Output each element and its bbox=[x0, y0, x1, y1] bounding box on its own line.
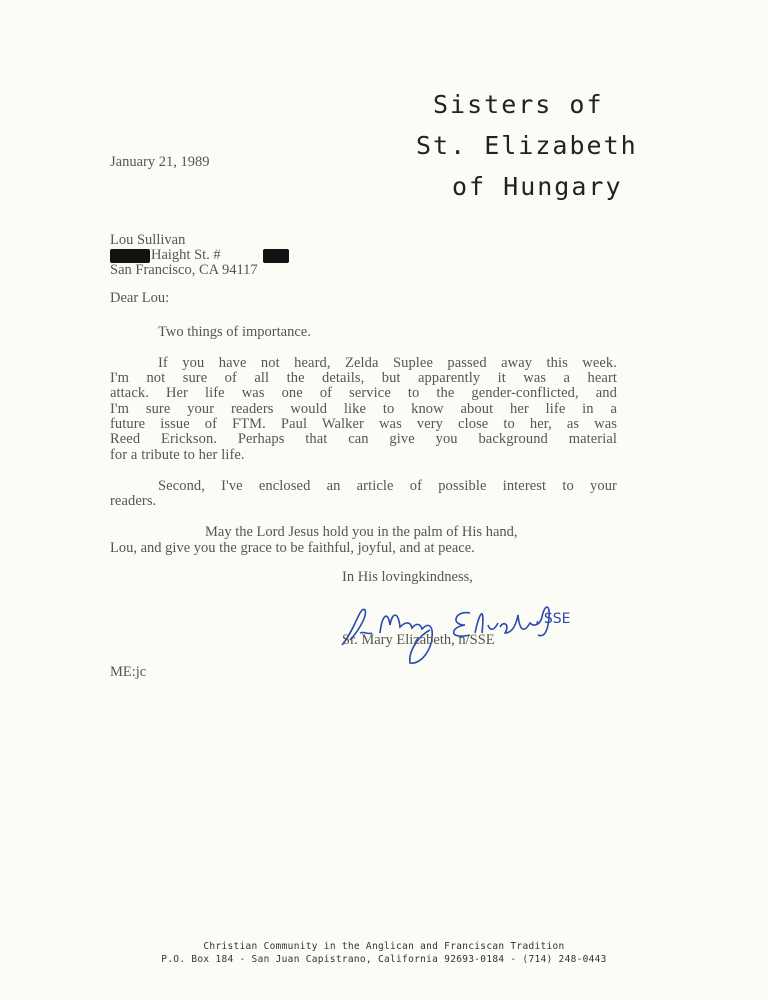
recipient-street: Haight St. # bbox=[151, 247, 221, 263]
paragraph-2-line: future issue of FTM. Paul Walker was very close to her, as was bbox=[110, 416, 617, 432]
paragraph-2-line: attack. Her life was one of service to the gender-conflicted, and bbox=[110, 385, 617, 401]
redaction-box bbox=[263, 249, 289, 263]
signer-name: Sr. Mary Elizabeth, n/SSE bbox=[342, 632, 495, 648]
paragraph-2-line: If you have not heard, Zelda Suplee passed away this week. bbox=[158, 355, 617, 371]
paragraph-1: Two things of importance. bbox=[158, 324, 311, 340]
redaction-box bbox=[110, 249, 150, 263]
paragraph-4-line: May the Lord Jesus hold you in the palm of His hand, bbox=[205, 524, 518, 540]
footer-address: P.O. Box 184 - San Juan Capistrano, California 92693-0184 - (714) 248-0443 bbox=[161, 954, 607, 965]
typist-initials: ME:jc bbox=[110, 664, 147, 680]
closing: In His lovingkindness, bbox=[342, 569, 473, 585]
recipient-name: Lou Sullivan bbox=[110, 232, 186, 248]
salutation: Dear Lou: bbox=[110, 290, 170, 306]
letterhead-line-1: Sisters of bbox=[433, 90, 604, 119]
paragraph-4-line: Lou, and give you the grace to be faithful, joyful, and at peace. bbox=[110, 540, 475, 556]
paragraph-2-line: I'm sure your readers would like to know about her life in a bbox=[110, 401, 617, 417]
paragraph-3-line: readers. bbox=[110, 493, 157, 509]
paragraph-2-line: for a tribute to her life. bbox=[110, 447, 245, 463]
paragraph-3-line: Second, I've enclosed an article of possible interest to your bbox=[158, 478, 617, 494]
letterhead-line-3: of Hungary bbox=[452, 172, 623, 201]
footer-tagline: Christian Community in the Anglican and Franciscan Tradition bbox=[203, 941, 565, 952]
recipient-city: San Francisco, CA 94117 bbox=[110, 262, 258, 278]
paragraph-2-line: Reed Erickson. Perhaps that can give you background material bbox=[110, 431, 617, 447]
letterhead-line-2: St. Elizabeth bbox=[416, 131, 638, 160]
signature-suffix: , SSE bbox=[535, 611, 571, 627]
letter-date: January 21, 1989 bbox=[110, 154, 210, 170]
paragraph-2-line: I'm not sure of all the details, but apparently it was a heart bbox=[110, 370, 617, 386]
